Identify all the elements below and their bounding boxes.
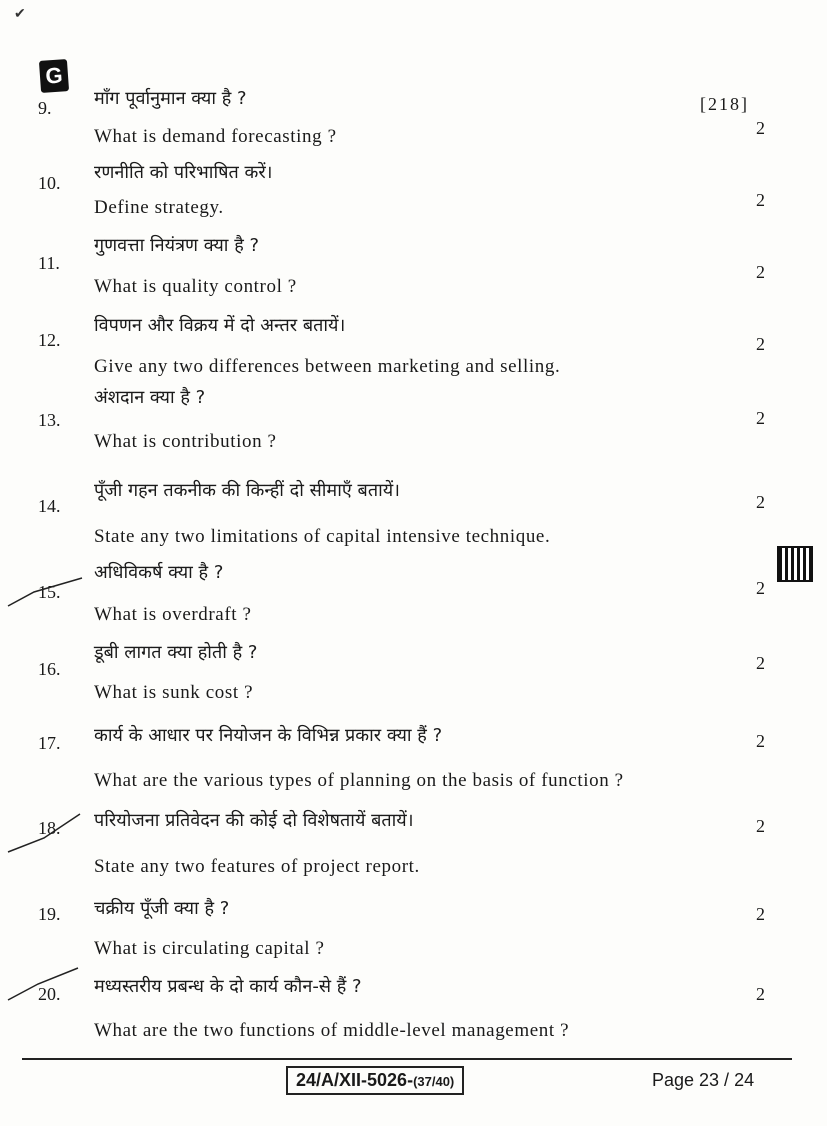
question-marks: 2 (756, 262, 765, 282)
question-number: 12. (38, 330, 61, 350)
footer-code-main: 24/A/XII-5026- (296, 1070, 414, 1090)
question-hindi: अधिविकर्ष क्या है ? (94, 562, 224, 583)
question-marks: 2 (756, 984, 765, 1004)
question-marks: 2 (756, 653, 765, 673)
question-english: What is overdraft ? (94, 604, 252, 625)
question-hindi: विपणन और विक्रय में दो अन्तर बतायें। (94, 315, 346, 336)
question-number: 16. (38, 659, 61, 679)
question-number: 10. (38, 173, 61, 193)
question-hindi: चक्रीय पूँजी क्या है ? (94, 898, 230, 919)
footer-rule (22, 1058, 792, 1060)
question-number: 17. (38, 733, 61, 753)
question-hindi: परियोजना प्रतिवेदन की कोई दो विशेषतायें बतायें। (94, 810, 414, 831)
question-number: 18. (38, 818, 61, 838)
question-number: 20. (38, 984, 61, 1004)
question-hindi: मध्यस्तरीय प्रबन्ध के दो कार्य कौन-से हैं ? (94, 976, 362, 997)
question-number: 14. (38, 496, 61, 516)
question-hindi: रणनीति को परिभाषित करें। (94, 162, 273, 183)
question-marks: 2 (756, 816, 765, 836)
question-english: Give any two differences between marketing and selling. (94, 356, 561, 377)
question-marks: 2 (756, 731, 765, 751)
check-mark-icon (4, 964, 84, 1004)
question-english: What are the various types of planning on the basis of function ? (94, 770, 624, 791)
question-number: 11. (38, 253, 60, 273)
question-number: 9. (38, 98, 52, 118)
question-english: What is sunk cost ? (94, 682, 254, 703)
question-english: What is demand forecasting ? (94, 126, 337, 147)
question-hindi: कार्य के आधार पर नियोजन के विभिन्न प्रकार क्या हैं ? (94, 725, 443, 746)
question-english: What are the two functions of middle-level management ? (94, 1020, 570, 1041)
check-mark-icon (4, 574, 84, 610)
question-hindi: गुणवत्ता नियंत्रण क्या है ? (94, 235, 260, 256)
section-marker: G (39, 59, 69, 93)
question-marks: 2 (756, 118, 765, 138)
check-mark-icon (4, 808, 84, 856)
question-english: What is contribution ? (94, 431, 277, 452)
question-number: 19. (38, 904, 61, 924)
question-number: 13. (38, 410, 61, 430)
question-marks: 2 (756, 190, 765, 210)
question-hindi: पूँजी गहन तकनीक की किन्हीं दो सीमाएँ बतायें। (94, 480, 401, 501)
page-number: Page 23 / 24 (652, 1070, 755, 1090)
question-english: What is quality control ? (94, 276, 297, 297)
question-english: Define strategy. (94, 197, 224, 218)
question-number: 15. (38, 582, 61, 602)
question-marks: 2 (756, 578, 765, 598)
corner-mark-icon: ✔ (14, 7, 26, 22)
question-marks: 2 (756, 904, 765, 924)
paper-code: [218] (700, 94, 749, 114)
question-hindi: अंशदान क्या है ? (94, 387, 206, 408)
question-hindi: माँग पूर्वानुमान क्या है ? (94, 88, 247, 109)
footer-code-small: (37/40) (413, 1074, 455, 1089)
question-english: State any two limitations of capital intensive technique. (94, 526, 551, 547)
question-marks: 2 (756, 334, 765, 354)
question-marks: 2 (756, 408, 765, 428)
question-english: State any two features of project report. (94, 856, 420, 877)
question-hindi: डूबी लागत क्या होती है ? (94, 642, 258, 663)
question-english: What is circulating capital ? (94, 938, 325, 959)
qr-code-icon (777, 546, 813, 582)
question-marks: 2 (756, 492, 765, 512)
footer-paper-code (286, 1066, 464, 1095)
